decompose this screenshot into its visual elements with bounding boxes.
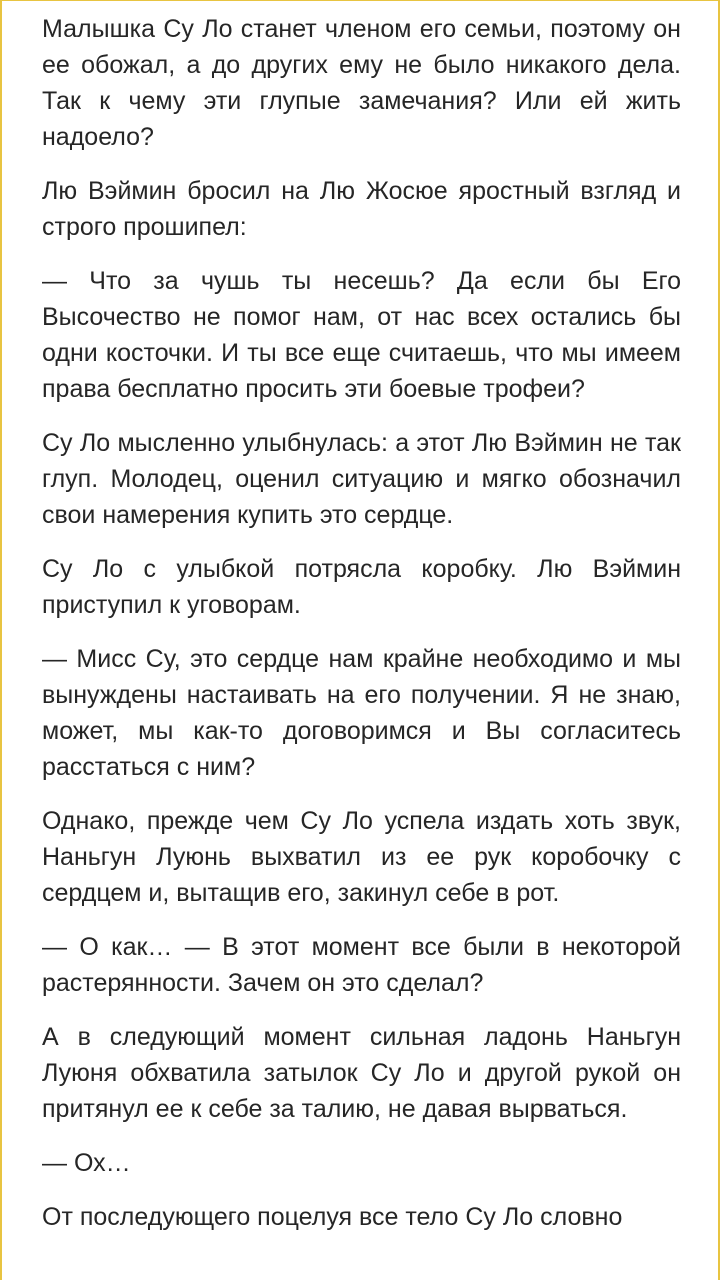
paragraph: Су Ло с улыбкой потрясла коробку. Лю Вэймин приступил к уговорам. — [42, 555, 681, 619]
paragraph: — Ох… — [42, 1149, 131, 1177]
paragraph: А в следующий момент сильная ладонь Наньгун Луюня обхватила затылок Су Ло и другой рукой он притянул ее к себе за талию, не давая вырваться. — [42, 1023, 681, 1123]
paragraph: — Мисс Су, это сердце нам крайне необходимо и мы вынуждены настаивать на его получении. Я не знаю, может, мы как-то договоримся и Вы согласитесь расстаться с ним? — [42, 645, 681, 781]
paragraph: Однако, прежде чем Су Ло успела издать хоть звук, Наньгун Луюнь выхватил из ее рук коробочку с сердцем и, вытащив его, закинул себе в рот. — [42, 807, 681, 907]
paragraph: Лю Вэймин бросил на Лю Жосюе яростный взгляд и строго прошипел: — [42, 177, 681, 241]
reader-page[interactable] — [42, 11, 681, 1235]
paragraph: — О как… — В этот момент все были в некоторой растерянности. Зачем он это сделал? — [42, 933, 681, 997]
paragraph: Малышка Су Ло станет членом его семьи, поэтому он ее обожал, а до других ему не было никакого дела. Так к чему эти глупые замечания? Или ей жить надоело? — [42, 15, 681, 151]
paragraph: От последующего поцелуя все тело Су Ло словно — [42, 1203, 623, 1231]
paragraph: — Что за чушь ты несешь? Да если бы Его Высочество не помог нам, от нас всех остались бы одни косточки. И ты все еще считаешь, что мы имеем права бесплатно просить эти боевые трофеи? — [42, 267, 681, 403]
paragraph: Су Ло мысленно улыбнулась: а этот Лю Вэймин не так глуп. Молодец, оценил ситуацию и мягко обозначил свои намерения купить это сердце. — [42, 429, 681, 529]
